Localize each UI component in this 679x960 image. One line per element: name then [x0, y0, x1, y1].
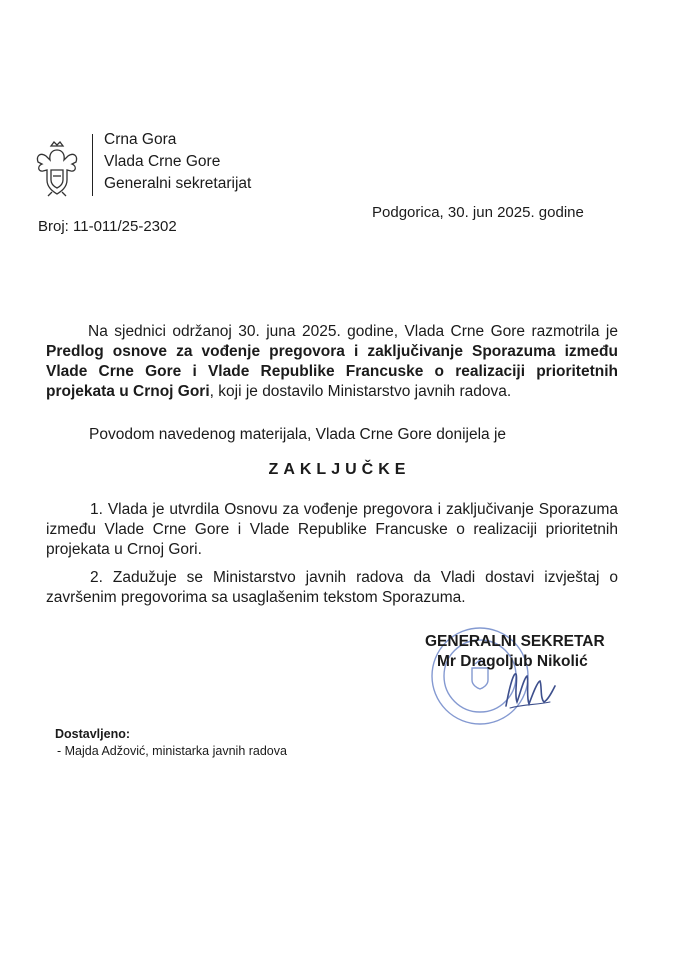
- distribution-label: Dostavljeno:: [55, 727, 131, 741]
- header-country: Crna Gora: [104, 131, 177, 148]
- signatory-title: GENERALNI SEKRETAR: [425, 633, 605, 650]
- distribution-recipient: - Majda Adžović, ministarka javnih radova: [57, 744, 287, 758]
- item-number: 1.: [90, 501, 103, 518]
- signature-block: [425, 632, 605, 672]
- conclusion-item: [46, 568, 618, 608]
- letterhead: [104, 129, 251, 195]
- conclusion-item: [46, 500, 618, 560]
- intro-paragraph: [46, 322, 618, 402]
- intro-text-1: Na sjednici održanoj 30. juna 2025. godine, Vlada Crne Gore razmotrila je: [88, 323, 618, 340]
- item-text: Vlada je utvrdila Osnovu za vođenje pregovora i zaključivanje Sporazuma između Vlade Crne Gore i Vlade Republike Francuske o realizaciji prioritetnih projekata u Crnoj Gori.: [46, 501, 618, 558]
- signatory-name: Mr Dragoljub Nikolić: [437, 653, 588, 670]
- header-divider: [92, 134, 93, 196]
- document-date: Podgorica, 30. jun 2025. godine: [372, 204, 584, 221]
- intro-text-2: , koji je dostavilo Ministarstvo javnih radova.: [209, 383, 512, 400]
- intro-subject: Predlog osnove za vođenje pregovora i zaključivanje Sporazuma između Vlade Crne Gore i Vlade Republike Francuske o realizaciji prioritetnih projekata u Crnoj Gori: [46, 343, 618, 400]
- coat-of-arms-icon: [32, 140, 82, 198]
- header-government: Vlada Crne Gore: [104, 153, 221, 170]
- reference-number: Broj: 11-011/25-2302: [38, 218, 177, 235]
- header-secretariat: Generalni sekretarijat: [104, 175, 252, 192]
- item-text: Zadužuje se Ministarstvo javnih radova da Vladi dostavi izvještaj o završenim pregovorima sa usaglašenim tekstom Sporazuma.: [46, 569, 618, 606]
- section-title: ZAKLJUČKE: [268, 461, 411, 478]
- item-number: 2.: [90, 569, 103, 586]
- povodom-text: Povodom navedenog materijala, Vlada Crne Gore donijela je: [89, 426, 507, 443]
